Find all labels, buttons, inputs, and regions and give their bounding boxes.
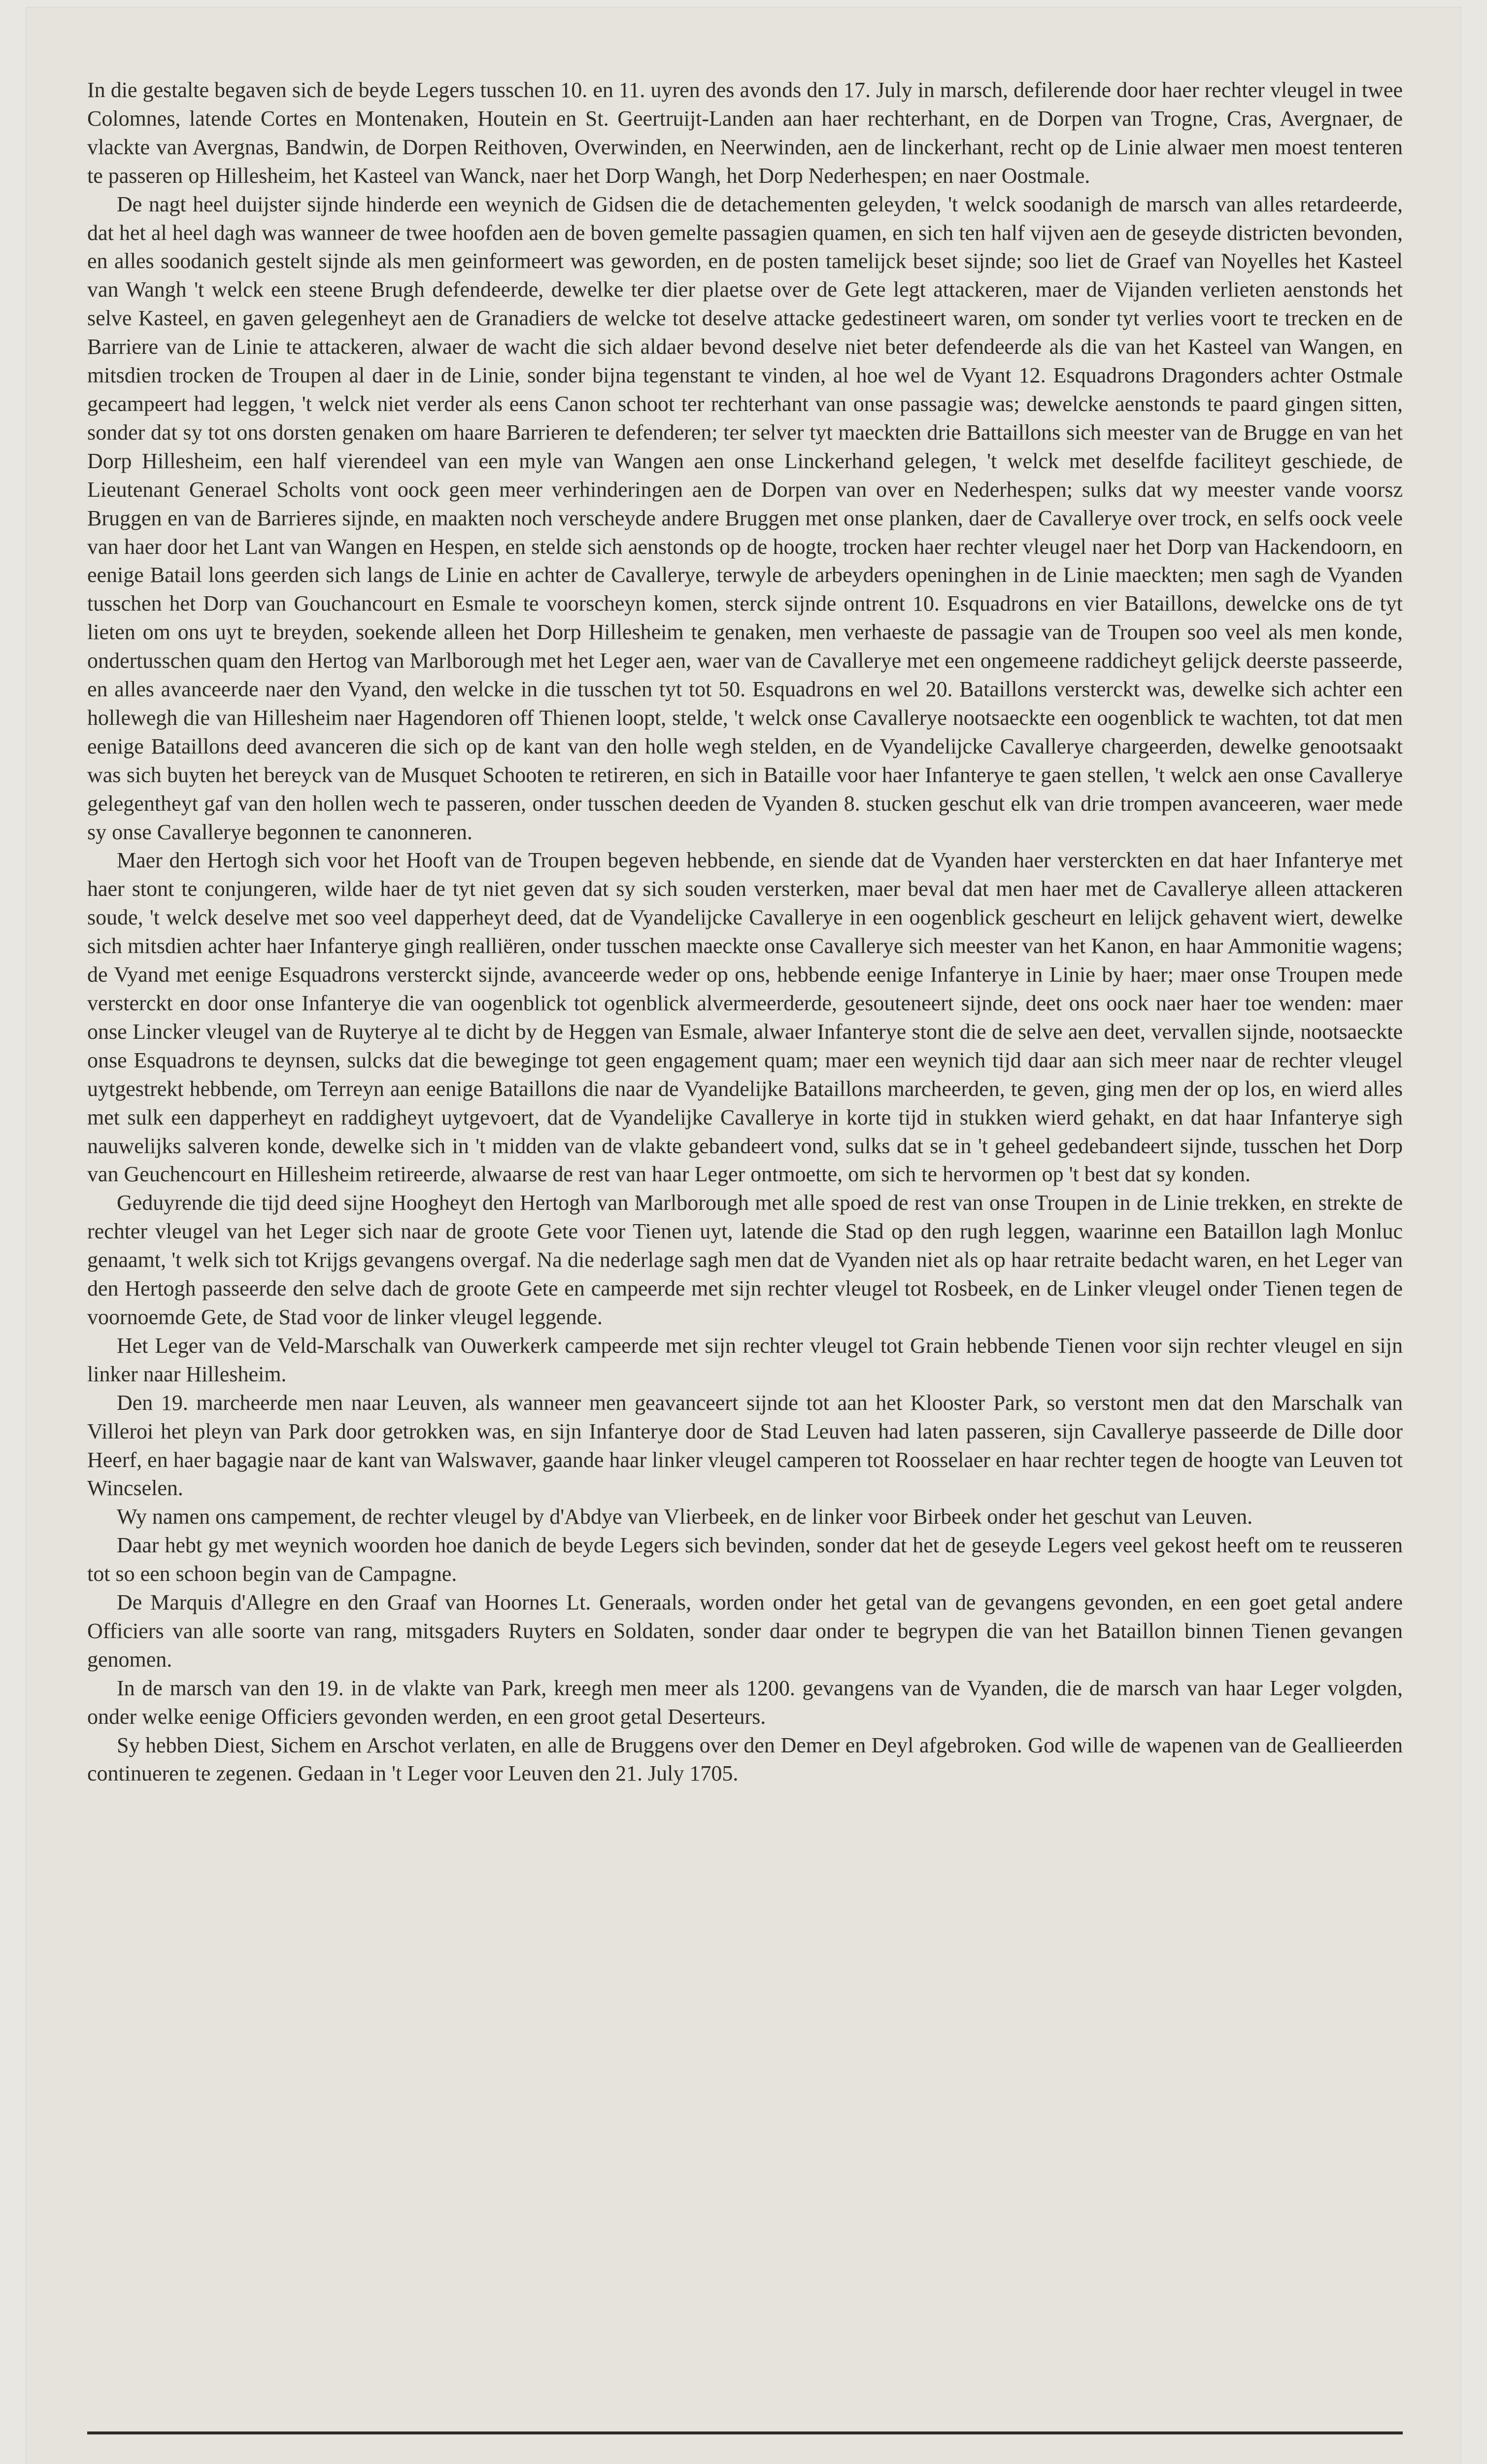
document-sheet	[26, 7, 1461, 2464]
paragraph-prisoners: De Marquis d'Allegre en den Graaf van Hoornes Lt. Generaals, worden onder het getal van de gevangens gevonden, en een goet getal andere Officiers van alle soorte van rang, mitsgaders Ruyters en Soldaten, sonder daar onder te begrypen die van het Bataillon binnen Tienen gevangen genomen.	[87, 1590, 1403, 1672]
paragraph-summary: Daar hebt gy met weynich woorden hoe danich de beyde Legers sich bevinden, sonder dat het de geseyde Legers veel gekost heeft om te reusseren tot so een schoon begin van de Campagne.	[87, 1533, 1403, 1586]
paragraph-cavalry-attack: Maer den Hertogh sich voor het Hooft van de Troupen begeven hebbende, en siende dat de Vyanden haer versterckten en dat haer Infanterye met haer stont te conjungeren, wilde haer de tyt niet geven dat sy sich souden versterken, maer beval dat men haer met de Cavallerye alleen attackeren soude, 't welck deselve met soo veel dapperheyt deed, dat de Vyandelijcke Cavallerye in een oogenblick gescheurt en lelijck gehavent wiert, dewelke sich mitsdien achter haer Infanterye gingh realliëren, onder tusschen maeckte onse Cavallerye sich meester van het Kanon, en haar Ammonitie wagens; de Vyand met eenige Esquadrons versterckt sijnde, avanceerde weder op ons, hebbende eenige Infanterye in Linie by haer; maer onse Troupen mede versterckt en door onse Infanterye die van oogenblick tot ogenblick alvermeerderde, gesouteneert sijnde, deet ons oock naer haer toe wenden: maer onse Lincker vleugel van de Ruyterye al te dicht by de Heggen van Esmale, alwaer Infanterye stont die de selve aen deet, vervallen sijnde, nootsaeckte onse Esquadrons te deynsen, sulcks dat die beweginge tot geen engagement quam; maer een weynich tijd daar aan sich meer naar de rechter vleugel uytgestrekt hebbende, om Terreyn aan eenige Bataillons die naar de Vyandelijke Bataillons marcheerden, te geven, ging men der op los, en wierd alles met sulk een dapperheyt en raddigheyt uytgevoert, dat de Vyandelijke Cavallerye in korte tijd in stukken wierd gehakt, en dat haar Infanterye sigh nauwelijks salveren konde, dewelke sich in 't midden van de vlakte gebandeert vond, sulks dat se in 't geheel gedebandeert sijnde, tusschen het Dorp van Geuchencourt en Hillesheim retireerde, alwaarse de rest van haar Leger ontmoette, om sich te hervormen op 't best dat sy konden.	[87, 848, 1403, 1187]
divider-rule	[87, 2431, 1403, 2434]
paragraph-deserters: In de marsch van den 19. in de vlakte van Park, kreegh men meer als 1200. gevangens van de Vyanden, die de marsch van haar Leger volgden, onder welke eenige Officiers gevonden werden, en een groot getal Deserteurs.	[87, 1676, 1403, 1729]
paragraph-camp-tienen: Geduyrende die tijd deed sijne Hoogheyt den Hertogh van Marlborough met alle spoed de rest van onse Troupen in de Linie trekken, en strekte de rechter vleugel van het Leger sich naar de groote Gete voor Tienen uyt, latende die Stad op den rugh leggen, waarinne een Bataillon lagh Monluc genaamt, 't welk sich tot Krijgs gevangens overgaf. Na die nederlage sagh men dat de Vyanden niet als op haar retraite bedacht waren, en het Leger van den Hertogh passeerde den selve dach de groote Gete en campeerde met sijn rechter vleugel tot Rosbeek, en de Linker vleugel onder Tienen tegen de voornoemde Gete, de Stad voor de linker vleugel leggende.	[87, 1191, 1403, 1329]
paragraph-march-leuven: Den 19. marcheerde men naar Leuven, als wanneer men geavanceert sijnde tot aan het Klooster Park, so verstont men dat den Marschalk van Villeroi het pleyn van Park door getrokken was, en sijn Infanterye door de Stad Leuven had laten passeren, sijn Cavallerye passeerde de Dille door Heerf, en haer bagagie naar de kant van Walswaver, gaande haar linker vleugel camperen tot Roosselaer en haar rechter tegen de hoogte van Leuven tot Wincselen.	[87, 1390, 1403, 1501]
report-text	[87, 76, 1403, 1788]
paragraph-ouwerkerk: Het Leger van de Veld-Marschalk van Ouwerkerk campeerde met sijn rechter vleugel tot Grain hebbende Tienen voor sijn rechter vleugel en sijn linker naar Hillesheim.	[87, 1333, 1403, 1386]
paragraph-night-crossing: De nagt heel duijster sijnde hinderde een weynich de Gidsen die de detachementen geleyden, 't welck soodanigh de marsch van alles retardeerde, dat het al heel dagh was wanneer de twee hoofden aen de boven gemelte passagien quamen, en sich ten half vijven aen de geseyde districten bevonden, en alles soodanich gestelt sijnde als men geinformeert was geworden, en de posten tamelijck beset sijnde; soo liet de Graef van Noyelles het Kasteel van Wangh 't welck een steene Brugh defendeerde, dewelke ter dier plaetse over de Gete legt attackeren, maer de Vijanden verlieten aenstonds het selve Kasteel, en gaven gelegenheyt aen de Granadiers de welcke tot deselve attacke gedestineert waren, om sonder tyt verlies voort te trecken en de Barriere van de Linie te attackeren, alwaer de wacht die sich aldaer bevond deselve niet beter defendeerde als die van het Kasteel van Wangen, en mitsdien trocken de Troupen al daer in de Linie, sonder bijna tegenstant te vinden, al hoe wel de Vyant 12. Esquadrons Dragonders achter Ostmale gecampeert had leggen, 't welck niet verder als eens Canon schoot ter rechterhant van onse passagie was; dewelcke aenstonds te paard gingen sitten, sonder dat sy tot ons dorsten genaken om haare Barrieren te defenderen; ter selver tyt maeckten drie Battaillons sich meester van de Brugge en van het Dorp Hillesheim, een half vierendeel van een myle van Wangen aen onse Linckerhand gelegen, 't welck met deselfde faciliteyt geschiede, de Lieutenant Generael Scholts vont oock geen meer verhinderingen aen de Dorpen van over en Nederhespen; sulks dat wy meester vande voorsz Bruggen en van de Barrieres sijnde, en maakten noch verscheyde andere Bruggen met onse planken, daer de Cavallerye over trock, en selfs oock veele van haer door het Lant van Wangen en Hespen, en stelde sich aenstonds op de hoogte, trocken haer rechter vleugel naer het Dorp van Hackendoorn, en eenige Batail lons geerden sich langs de Linie en achter de Cavallerye, terwyle de arbeyders openinghen in de Linie maeckten; men sagh de Vyanden tusschen het Dorp van Gouchancourt en Esmale te voorscheyn komen, sterck sijnde ontrent 10. Esquadrons en vier Bataillons, dewelcke ons de tyt lieten om ons uyt te breyden, soekende alleen het Dorp Hillesheim te genaken, men verhaeste de passagie van de Troupen soo veel als men konde, ondertusschen quam den Hertog van Marlborough met het Leger aen, waer van de Cavallerye met een ongemeene raddicheyt gelijck deerste passeerde, en alles avanceerde naer den Vyand, den welcke in die tusschen tyt tot 50. Esquadrons en wel 20. Bataillons versterckt was, dewelke sich achter een hollewegh die van Hillesheim naer Hagendoren off Thienen loopt, stelde, 't welck onse Cavallerye nootsaeckte een oogenblick te wachten, tot dat men eenige Bataillons deed avanceren die sich op de kant van den holle wegh stelden, en de Vyandelijcke Cavallerye chargeerden, dewelke genootsaakt was sich buyten het bereyck van de Musquet Schooten te retireren, en sich in Bataille voor haer Infanterye te gaen stellen, 't welck aen onse Cavallerye gelegentheyt gaf van den hollen wech te passeren, onder tusschen deeden de Vyanden 8. stucken geschut elk van drie trompen avanceeren, waer mede sy onse Cavallerye begonnen te canonneren.	[87, 192, 1403, 844]
paragraph-march: In die gestalte begaven sich de beyde Legers tusschen 10. en 11. uyren des avonds den 17. July in marsch, defilerende door haer rechter vleugel in twee Colomnes, latende Cortes en Montenaken, Houtein en St. Geertruijt-Landen aan haer rechterhant, en de Dorpen van Trogne, Cras, Avergnaer, de vlackte van Avergnas, Bandwin, de Dorpen Reithoven, Overwinden, en Neerwinden, aen de linckerhant, recht op de Linie alwaer men moest tenteren te passeren op Hillesheim, het Kasteel van Wanck, naer het Dorp Wangh, het Dorp Nederhespen; en naer Oostmale.	[87, 78, 1403, 188]
paragraph-campement: Wy namen ons campement, de rechter vleugel by d'Abdye van Vlierbeek, en de linker voor Birbeek onder het geschut van Leuven.	[117, 1505, 1253, 1529]
paragraph-closing: Sy hebben Diest, Sichem en Arschot verlaten, en alle de Bruggens over den Demer en Deyl afgebroken. God wille de wapenen van de Geallieerden continueren te zegenen. Gedaan in 't Leger voor Leuven den 21. July 1705.	[87, 1733, 1403, 1786]
